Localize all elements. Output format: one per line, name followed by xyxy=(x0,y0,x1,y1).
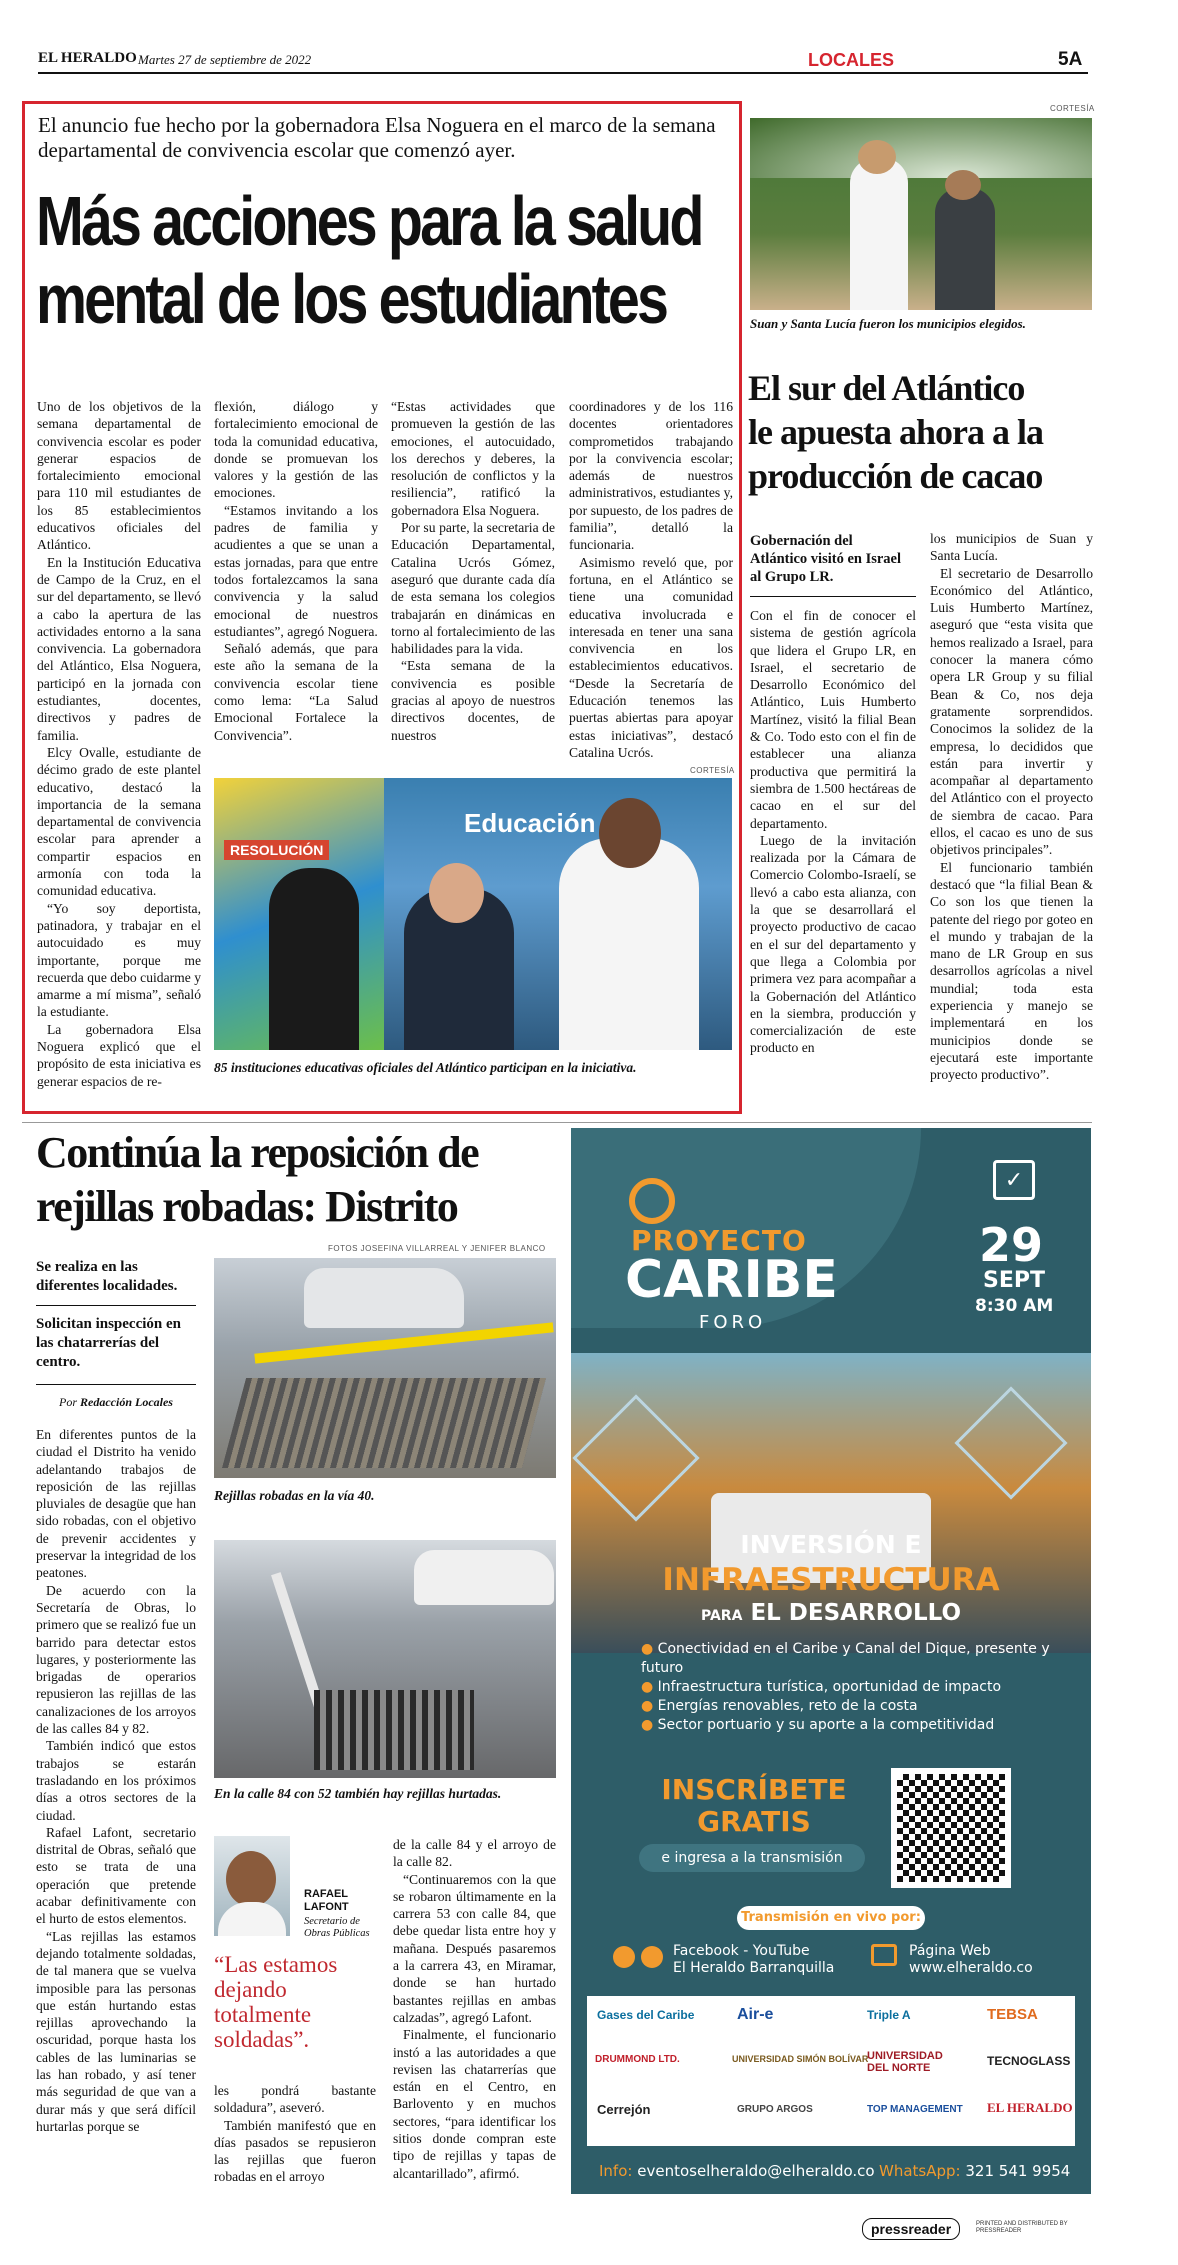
summary-bullet: Solicitan inspección en las chatarrerías del centro. xyxy=(36,1316,182,1370)
paragraph: Finalmente, el funcionario instó a las autoridades a que revisen las chatarrerías que están en el Centro, en Barlovento y en muchos sectores, “para identificar los sitios donde compran este tipo de rejillas y tapas de alcantarillado”, afirmó. xyxy=(393,2027,556,2181)
drain-grate xyxy=(222,1378,546,1468)
cacao-col-1 xyxy=(750,596,916,1076)
footer-note: PRINTED AND DISTRIBUTED BY PRESSREADER xyxy=(976,2221,1068,2234)
ad-social-line2: El Heraldo Barranquilla xyxy=(673,1960,835,1976)
hex-tile xyxy=(572,1394,699,1521)
paragraph: Luego de la invitación realizada por la Cámara de Comercio Colombo-Israelí, se llevó a cabo esta alianza, con la que se desarrollará el proyecto productivo de cacao en el sur del departamento y que llega a Colombia por primera vez para acompañar a la Gobernación del Atlántico en la siembra, producción y comercialización de este producto en xyxy=(750,832,916,1056)
ad-info[interactable] xyxy=(599,2162,875,2180)
person-title: Secretario de Obras Públicas xyxy=(304,1916,370,1939)
sponsor-logo: Gases del Caribe xyxy=(597,2008,695,2022)
sponsor-logo: UNIVERSIDAD SIMÓN BOLÍVAR xyxy=(732,2054,869,2064)
face xyxy=(945,170,981,200)
paragraph: Asimismo reveló que, por fortuna, en el Atlántico se tiene una comunidad educativa involucrada e interesada en tener una sana convivencia en los establecimientos educativos. “Desde la Secretaría de Educación tenemos las puertas abiertas para apoyar estas iniciativas”, destacó Catalina Ucrós. xyxy=(569,554,733,760)
qr-code[interactable] xyxy=(891,1768,1011,1888)
man-dark-shirt xyxy=(935,188,995,310)
sponsor-logo: Triple A xyxy=(867,2008,911,2022)
drain-grate xyxy=(314,1690,474,1770)
lead-deck: El anuncio fue hecho por la gobernadora Elsa Noguera en el marco de la semana departamental de convivencia escolar que comenzó ayer. xyxy=(38,113,716,162)
ad-brand-3: FORO xyxy=(699,1312,767,1333)
paragraph: En la Institución Educativa de Campo de la Cruz, en el sur del departamento, se llevó a cabo la apertura de las actividades entorno a la sana convivencia. La gobernadora del Atlántico, Elsa Noguera, participó en la jornada con estudiantes, docentes, directivos y padres de familia. xyxy=(37,554,201,743)
paragraph: En diferentes puntos de la ciudad el Distrito ha venido adelantando trabajos de reposición de las rejillas pluviales de desagüe que han sido robadas, con el objetivo de prevenir accidentes y preservar la integridad de los peatones. xyxy=(36,1427,196,1581)
sponsor-logo: DRUMMOND LTD. xyxy=(595,2054,680,2065)
pull-quote: “Las estamos dejando totalmente soldadas”. xyxy=(214,1952,338,2052)
face xyxy=(599,798,661,868)
lead-col-1 xyxy=(37,398,201,1090)
qr-pattern xyxy=(897,1774,1005,1882)
student-figure xyxy=(269,868,359,1050)
parked-car xyxy=(304,1268,464,1328)
cacao-headline xyxy=(748,366,1098,498)
byline xyxy=(36,1395,196,1410)
header-rule xyxy=(38,72,1088,74)
ad-headline-3b: EL DESARROLLO xyxy=(750,1600,961,1626)
ad-web-line1: Página Web xyxy=(909,1943,991,1959)
summary-bullet: Se realiza en las diferentes localidades. xyxy=(36,1259,178,1294)
paragraph: “Yo soy deportista, patinadora, y trabajar en el autocuidado es muy importante, porque me recuerda que debo cuidarme y amarme a mí misma”, señaló la estudiante. xyxy=(37,900,201,1020)
man-white-shirt xyxy=(850,158,908,310)
info-email: eventoselheraldo@elheraldo.co xyxy=(637,2162,875,2180)
cacao-subhead: Gobernación del Atlántico visitó en Israel al Grupo LR. xyxy=(750,533,902,585)
lead-col-2 xyxy=(214,398,378,744)
paragraph: También manifestó que en días pasados se repusieron las rejillas que fueron robadas en el arroyo xyxy=(214,2117,376,2185)
youtube-icon[interactable] xyxy=(641,1946,663,1968)
ad-social[interactable] xyxy=(673,1943,834,1977)
lead-col-3 xyxy=(391,398,555,744)
issue-date: Martes 27 de septiembre de 2022 xyxy=(138,52,312,67)
ad-live-label: Transmisión en vivo por: xyxy=(737,1906,925,1930)
ad-cta-sub[interactable]: e ingresa a la transmisión xyxy=(639,1844,865,1872)
photo-credit: FOTOS JOSEFINA VILLARREAL Y JENIFER BLANCO xyxy=(328,1244,546,1253)
whatsapp-label: WhatsApp: xyxy=(879,2162,961,2180)
paragraph: flexión, diálogo y fortalecimiento emocional de toda la comunidad educativa, donde se promuevan los valores y la gestión de las emociones. xyxy=(214,399,378,501)
ad-social-line1: Facebook - YouTube xyxy=(673,1943,810,1959)
divider xyxy=(22,1122,1092,1123)
lead-col-4 xyxy=(569,398,733,761)
ad-bullet: ● Sector portuario y su aporte a la competitividad xyxy=(641,1717,995,1733)
paragraph: Por su parte, la secretaria de Educación Departamental, Catalina Ucrós Gómez, aseguró que durante cada día de esta semana los colegios trabajarán en dinámicas en torno al fortalecimiento de las habilidades para la vida. xyxy=(391,520,555,657)
ad-cta-line1: INSCRÍBETE xyxy=(661,1773,847,1806)
cacao-photo xyxy=(750,118,1092,310)
paragraph: coordinadores y de los 116 docentes orientadores comprometidos trabajando por la convivencia escolar; además de nuestros administrativos, estudiantes y, por supuesto, de los padres de familia”, detalló la funcionaria. xyxy=(569,399,733,553)
paragraph: El funcionario también destacó que “la filial Bean & Co son los que tienen la patente del riego por goteo en el mundo y trabajan de la mano de LR Group en sus desarrollos agrícolas a nivel mundial; toda esta experiencia y manejo se implementará en los municipios donde se ejecutará este importante proyecto productivo”. xyxy=(930,859,1093,1083)
byline-prefix: Por xyxy=(59,1395,77,1409)
ad-brand-2: CARIBE xyxy=(625,1250,838,1310)
paragraph: Rafael Lafont, secretario distrital de Obras, señaló que esto se trata de una operación que pretende acabar definitivamente con el hurto de estos elementos. xyxy=(36,1824,196,1927)
lead-headline-line1: Más acciones para la salud xyxy=(36,182,702,260)
paragraph: “Continuaremos con la que se robaron últimamente en la carrera 53 con calle 84, que debe quedar lista entre hoy y mañana. Después pasaremos a la carrera 43, en Miramar, donde se han hurtado bastantes rejillas en ambas calzadas”, agregó Lafont. xyxy=(393,1871,556,2025)
sponsor-logo: EL HERALDO xyxy=(987,2100,1073,2115)
person-name-line1: RAFAEL xyxy=(304,1888,348,1900)
person-name xyxy=(304,1888,349,1914)
page-number: 5A xyxy=(1058,49,1083,70)
ad-whatsapp[interactable] xyxy=(879,2162,1070,2180)
ad-brand-1: PROYECTO xyxy=(631,1224,807,1257)
cacao-headline-line3: producción de cacao xyxy=(748,456,1043,496)
pressreader-logo: pressreader xyxy=(862,2218,960,2240)
section-name: LOCALES xyxy=(808,50,895,70)
divider xyxy=(36,1305,196,1306)
byline-author: Redacción Locales xyxy=(80,1395,173,1409)
rejillas-headline-line2: rejillas robadas: Distrito xyxy=(36,1182,458,1231)
paragraph: “Estamos invitando a los padres de familia y acudientes a que se unan a estas jornadas, para que entre todos fortalezcamos la sana convivencia y la salud emocional de nuestros estudiantes”, agregó Noguera. xyxy=(214,502,378,639)
ad-cta[interactable] xyxy=(629,1774,879,1838)
paragraph: de la calle 84 y el arroyo de la calle 82. xyxy=(393,1837,556,1870)
paragraph: La gobernadora Elsa Noguera explicó que el propósito de esta iniciativa es generar espacios de re- xyxy=(37,1021,201,1089)
cacao-col-2 xyxy=(930,530,1093,1083)
sponsor-logo: TECNOGLASS xyxy=(987,2054,1071,2068)
person-name-line2: LAFONT xyxy=(304,1901,349,1913)
cacao-headline-line2: le apuesta ahora a la xyxy=(748,412,1044,452)
ad-headline-3a: PARA xyxy=(700,1608,743,1624)
face xyxy=(429,863,484,923)
whatsapp-number: 321 541 9954 xyxy=(965,2162,1071,2180)
sponsor-logo: TOP MANAGEMENT xyxy=(867,2104,963,2115)
ad-headline-3 xyxy=(571,1600,1091,1626)
ad-headline-2: INFRAESTRUCTURA xyxy=(662,1562,1000,1598)
ad-headline-1: INVERSIÓN E xyxy=(740,1530,922,1559)
foro-ad[interactable] xyxy=(571,1128,1091,2194)
rejillas-photo-1 xyxy=(214,1258,556,1478)
divider xyxy=(36,1384,196,1385)
ad-cta-line2: GRATIS xyxy=(697,1805,811,1838)
parked-car xyxy=(414,1550,554,1605)
photo-sign-top: Educación xyxy=(464,808,596,838)
ad-day: 29 xyxy=(979,1218,1044,1272)
lead-headline-line2: mental de los estudiantes xyxy=(36,260,667,338)
ad-bullets xyxy=(641,1640,1061,1735)
paragraph: Señaló además, que para este año la semana de la convivencia escolar tiene como lema: “La Salud Emocional Fortalece la Convivencia”. xyxy=(214,641,378,743)
ad-month: SEPT xyxy=(983,1268,1046,1293)
calendar-icon: ✓ xyxy=(993,1160,1035,1200)
caution-tape xyxy=(254,1322,553,1363)
rejillas-col-mid xyxy=(214,2082,376,2186)
shirt xyxy=(218,1902,286,1936)
project-logo-icon xyxy=(629,1178,675,1224)
rejillas-sidebar xyxy=(36,1258,196,2135)
photo-credit: CORTESÍA xyxy=(1050,104,1095,113)
photo-sign-left: RESOLUCIÓN xyxy=(224,840,329,860)
rejillas-photo-2 xyxy=(214,1540,556,1778)
face xyxy=(226,1851,276,1907)
face xyxy=(858,140,896,174)
paragraph: “Esta semana de la convivencia es posible gracias al apoyo de nuestros directivos docentes, de nuestros xyxy=(391,658,555,743)
rejillas-headline-line1: Continúa la reposición de xyxy=(36,1128,479,1177)
sponsors-panel xyxy=(587,1996,1075,2146)
paragraph: También indicó que estos trabajos se estarán trasladando en los próximos días a otros sectores de la ciudad. xyxy=(36,1738,196,1823)
ad-time: 8:30 AM xyxy=(975,1296,1054,1316)
paragraph: Uno de los objetivos de la semana departamental de convivencia escolar es poder generar espacios de fortalecimiento emocional para 110 mil estudiantes de los 85 establecimientos educativos oficiales del Atlántico. xyxy=(37,399,201,553)
sponsor-logo: TEBSA xyxy=(987,2006,1038,2023)
lead-photo xyxy=(214,778,732,1050)
ad-bullet: ● Energías renovables, reto de la costa xyxy=(641,1698,918,1714)
paragraph: “Estas actividades que promueven la gestión de las emociones, el autocuidado, los derechos y deberes, la resolución de conflictos y la resiliencia”, ratificó la gobernadora Elsa Noguera. xyxy=(391,399,555,518)
paragraph: El secretario de Desarrollo Económico del Atlántico, Luis Humberto Martínez, aseguró que “esta visita que hemos realizado a Israel, para conocer la manera cómo opera LR Group y su filial Bean & Co, nos deja gratamente sorprendidos. Conocimos la solidez de la empresa, lo decididos que están para invertir y acompañar al departamento del Atlántico con el proyecto de siembra de cacao. Para ellos, el cacao es uno de sus objetivos principales”. xyxy=(930,565,1093,858)
ad-bullet: ● Conectividad en el Caribe y Canal del Dique, presente y futuro xyxy=(641,1641,1050,1676)
facebook-icon[interactable] xyxy=(613,1946,635,1968)
lead-photo-caption: 85 instituciones educativas oficiales del Atlántico participan en la iniciativa. xyxy=(214,1060,637,1075)
ad-web-line2: www.elheraldo.co xyxy=(909,1960,1033,1976)
hex-tile xyxy=(954,1386,1067,1499)
ad-bullet: ● Infraestructura turística, oportunidad de impacto xyxy=(641,1679,1002,1695)
cacao-headline-line1: El sur del Atlántico xyxy=(748,368,1025,408)
info-label: Info: xyxy=(599,2162,633,2180)
paragraph: Con el fin de conocer el sistema de gestión agrícola que lidera el Grupo LR, en Israel, el secretario de Desarrollo Económico del Atlántico, Luis Humberto Martínez, visitó la filial Bean & Co. Todo esto con el fin de establecer una alianza productiva que permitirá la siembra de 1.500 hectáreas de cacao en el sur del departamento. xyxy=(750,608,916,831)
rejillas-col-right xyxy=(393,1836,556,2182)
cacao-photo-caption: Suan y Santa Lucía fueron los municipios elegidos. xyxy=(750,316,1026,331)
sponsor-logo: Cerrejón xyxy=(597,2102,651,2117)
masthead-brand: EL HERALDO xyxy=(38,50,137,66)
rejillas-caption-1: Rejillas robadas en la vía 40. xyxy=(214,1488,375,1503)
web-icon[interactable] xyxy=(871,1944,897,1966)
paragraph: les pondrá bastante soldadura”, aseveró. xyxy=(214,2083,376,2116)
tree-canopy xyxy=(750,118,1092,178)
ad-web[interactable] xyxy=(909,1943,1033,1977)
sponsor-logo: GRUPO ARGOS xyxy=(737,2104,813,2115)
paragraph: De acuerdo con la Secretaría de Obras, lo primero que se realizó fue un barrido para detectar estos lugares, y posteriormente las brigadas de operarios repusieron las rejillas de las canalizaciones de los arroyos de las calles 84 y 82. xyxy=(36,1582,196,1737)
rejillas-caption-2: En la calle 84 con 52 también hay rejillas hurtadas. xyxy=(214,1786,502,1801)
lafont-portrait xyxy=(214,1836,290,1936)
sponsor-logo: Air-e xyxy=(737,2006,774,2023)
paragraph: Elcy Ovalle, estudiante de décimo grado de este plantel educativo, destacó la importancia de la semana departamental de convivencia escolar para aprender a compartir espacios en armonía con toda la comunidad educativa. xyxy=(37,744,201,899)
sponsor-logo: UNIVERSIDAD DEL NORTE xyxy=(867,2050,943,2074)
paragraph: “Las rejillas las estamos dejando totalmente soldadas, de tal manera que se vuelva imposible para las personas que están hurtando estas rejillas aprovechando la oscuridad, porque hasta los cables de las luminarias se las han robado, y así tener más seguridad de que van a durar más y que será difícil hurtarlas porque se xyxy=(36,1928,196,2134)
photo-credit: CORTESÍA xyxy=(690,766,735,775)
lead-headline xyxy=(36,182,702,338)
paragraph: los municipios de Suan y Santa Lucía. xyxy=(930,531,1093,564)
rejillas-headline xyxy=(36,1126,576,1234)
student-figure-right xyxy=(559,838,699,1050)
